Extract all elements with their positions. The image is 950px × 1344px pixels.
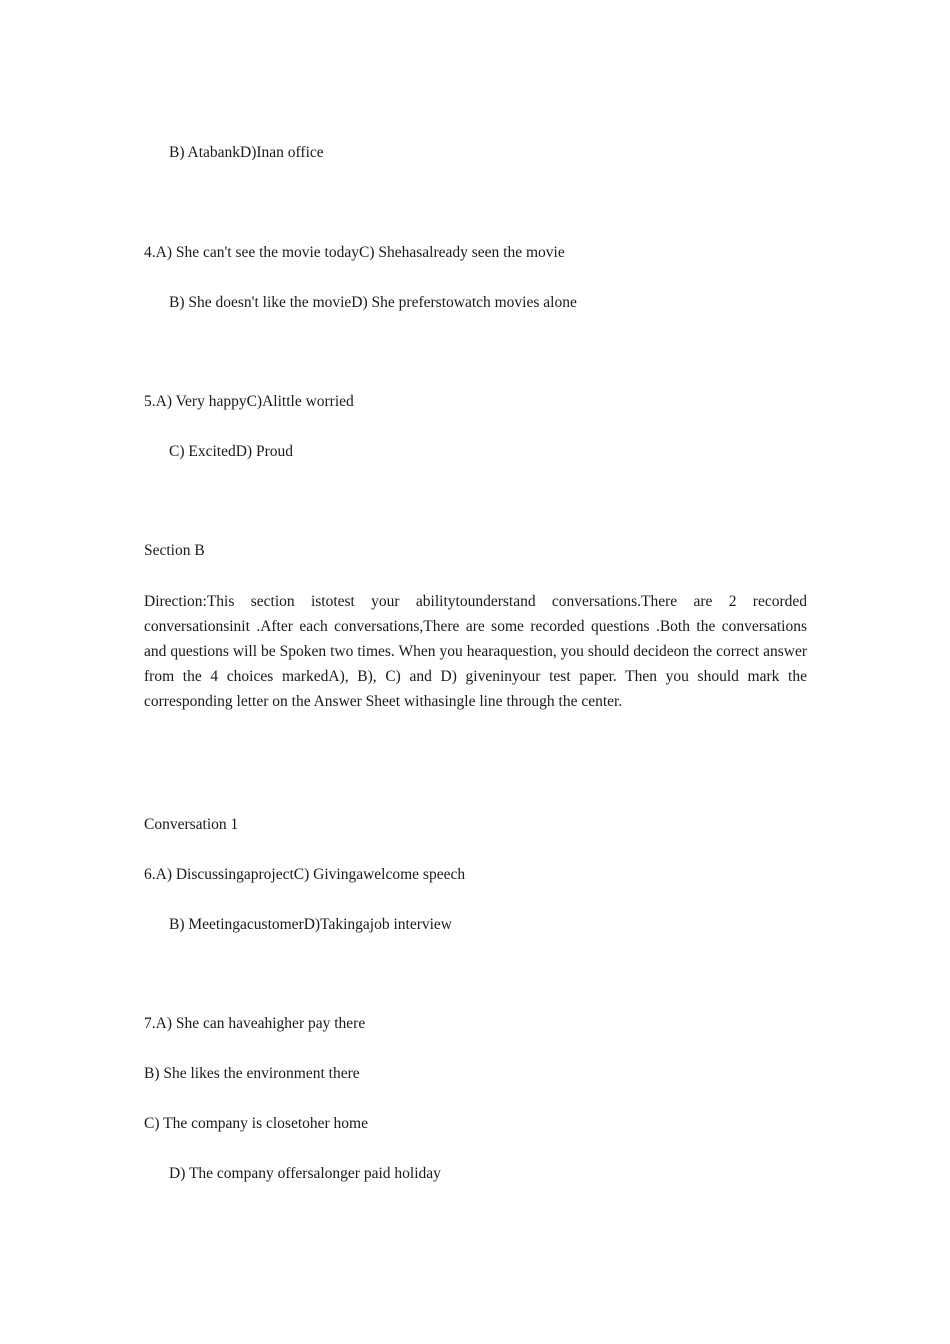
q5-options-c-d: C) ExcitedD) Proud: [169, 443, 293, 460]
q5-options-a-c: 5.A) Very happyC)Alittle worried: [144, 393, 354, 410]
q4-options-b-d: B) She doesn't like the movieD) She preferstowatch movies alone: [169, 294, 577, 311]
q4-options-a-c: 4.A) She can't see the movie todayC) Shehasalready seen the movie: [144, 244, 565, 261]
q3-options-b-d: B) AtabankD)Inan office: [169, 144, 324, 161]
q7-option-c: C) The company is closetoher home: [144, 1115, 368, 1132]
q6-options-a-c: 6.A) DiscussingaprojectC) Givingawelcome speech: [144, 866, 466, 883]
q7-option-a: 7.A) She can haveahigher pay there: [144, 1015, 366, 1032]
q7-option-d: D) The company offersalonger paid holiday: [169, 1165, 441, 1182]
q6-options-b-d: B) MeetingacustomerD)Takingajob interview: [169, 916, 452, 933]
section-heading: Section B: [144, 542, 205, 559]
q7-option-b: B) She likes the environment there: [144, 1065, 360, 1082]
conversation-heading: Conversation 1: [144, 816, 239, 833]
direction-paragraph: Direction:This section istotest your abilitytounderstand conversations.There are 2 recorded conversationsinit .After each conversations,There are some recorded questions .Both the conversations and questions will be Spoken two times. When you hearaquestion, you should decideon the correct answer from the 4 choices markedA), B), C) and D) giveninyour test paper. Then you should mark the corresponding letter on the Answer Sheet withasingle line through the center.: [144, 593, 807, 710]
